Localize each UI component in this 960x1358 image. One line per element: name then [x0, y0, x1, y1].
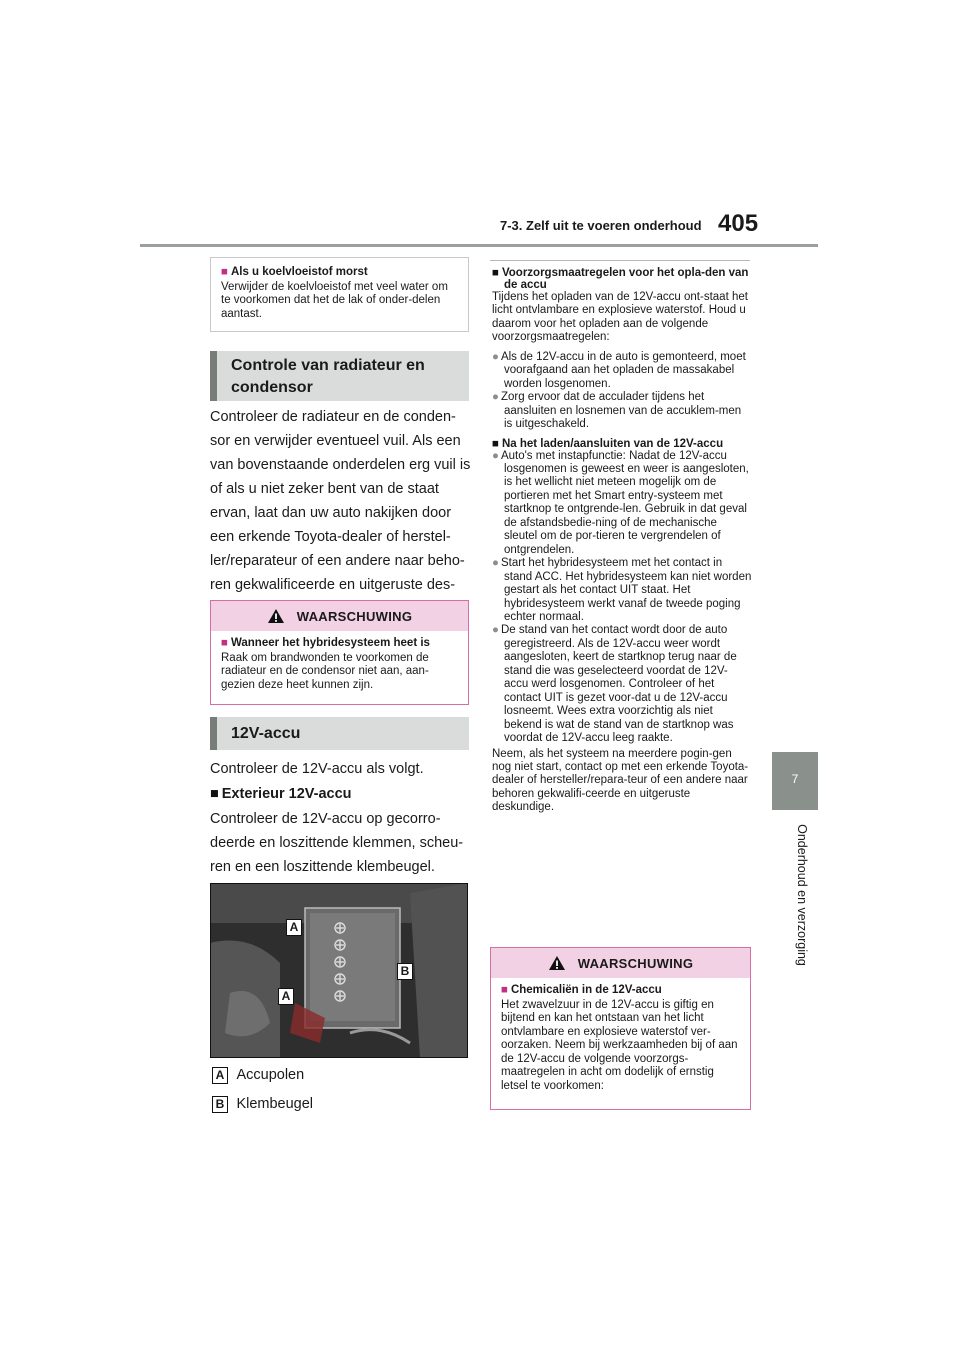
right-column-rule [490, 260, 750, 261]
dot-bullet-icon: ● [492, 449, 499, 462]
coolant-note-title: Als u koelvloeistof morst [230, 266, 368, 278]
chapter-title: Onderhoud en verzorging [795, 824, 809, 966]
warning-triangle-icon [267, 608, 285, 624]
legend-item-a: A Accupolen [212, 1066, 304, 1084]
square-bullet-icon: ■ [492, 267, 499, 279]
after-charging-title: Na het laden/aansluiten van de 12V-accu [501, 437, 724, 450]
battery-intro: Controleer de 12V-accu als volgt. [210, 761, 424, 777]
radiator-paragraph: Controleer de radiateur en de conden-sor en verwijder eventueel vuil. Als een van bovenstaande onderdelen erg vuil is of als u niet zeker bent van de staat ervan, laat dan uw auto nakijken door een erkende Toyota-dealer of herstel-ler/reparateur of een andere naar beho-ren gekwalificeerde en uitgeruste des- [210, 409, 471, 594]
dot-bullet-icon: ● [492, 557, 499, 570]
list-item: ● De stand van het contact wordt door de auto geregistreerd. Als de 12V-accu weer wordt aangesloten, keert de startknop terug naar de stand die was geselecteerd voordat de 12V-accu werd losgenomen. Controleer of het contact UIT is gezet voor-dat u de 12V-accu losneemt. Wees extra voorzichtig als niet bekend is wat de stand van de startknop was voordat de 12V-accu leeg raakte. [492, 624, 737, 745]
warning-title: Chemicaliën in de 12V-accu [510, 984, 662, 996]
warning-box-hybrid [210, 600, 469, 705]
list-item: ● Zorg ervoor dat de acculader tijdens het aansluiten en losnemen van de accuklem-men is uitgeschakeld. [492, 391, 742, 431]
section-title: 7-3. Zelf uit te voeren onderhoud [500, 218, 702, 233]
warning-triangle-icon [548, 955, 566, 971]
list-item: ● Start het hybridesysteem met het contact in stand ACC. Het hybridesysteem kan niet worden gestart als het contact UIT staat. Het hybridesysteem werkt vanaf de tweede poging echter normaal. [492, 557, 752, 623]
warning-title: Wanneer het hybridesysteem heet is [230, 637, 430, 649]
radiator-section-heading: Controle van radiateur en condensor [210, 351, 469, 401]
page-number: 405 [718, 210, 759, 237]
battery-paragraph: Controleer de 12V-accu op gecorro-deerde en loszittende klemmen, scheu-ren en een loszittende klembeugel. [210, 811, 464, 876]
warning-body: Raak om brandwonden te voorkomen de radiateur en de condensor niet aan, aan-gezien deze heet kunnen zijn. [221, 652, 429, 691]
engine-bay-illustration [210, 883, 468, 1058]
callout-a-upper: A [286, 919, 302, 936]
charging-precautions [492, 267, 752, 815]
dot-bullet-icon: ● [492, 624, 499, 637]
battery-photo [210, 883, 468, 1058]
warning-header: WAARSCHUWING [211, 601, 468, 631]
charging-title: Voorzorgsmaatregelen voor het opla-den van de accu [501, 267, 749, 291]
warning-body: Het zwavelzuur in de 12V-accu is giftig en bijtend en kan het ontstaan van het licht ontvlambare en explosieve waterstof ver-oorzaken. Neem bij werkzaamheden bij of aan de 12V-accu de volgende voorzorgs-maatregelen in acht om dodelijk of ernstig letsel te voorkomen: [501, 999, 738, 1092]
charging-intro: Tijdens het opladen van de 12V-accu ont-staat het licht ontvlambare en explosieve waterstof. Houd u daarom voor het opladen aan de volgende voorzorgsmaatregelen: [492, 291, 748, 344]
battery-section-heading: 12V-accu [210, 717, 469, 750]
square-bullet-icon: ■ [221, 266, 228, 278]
square-bullet-icon: ■ [501, 984, 508, 996]
header-divider [140, 244, 818, 247]
coolant-note-box [210, 257, 469, 332]
dot-bullet-icon: ● [492, 391, 499, 404]
warning-header: WAARSCHUWING [491, 948, 750, 978]
square-bullet-icon: ■ [221, 637, 228, 649]
list-item: ● Als de 12V-accu in de auto is gemonteerd, moet voorafgaand aan het opladen de massakabel worden losgenomen. [492, 350, 746, 390]
coolant-note-body: Verwijder de koelvloeistof met veel water om te voorkomen dat het de lak of onder-delen aantast. [221, 281, 448, 320]
battery-subheading: ■ Exterieur 12V-accu [210, 786, 352, 802]
square-bullet-icon: ■ [492, 437, 499, 450]
dot-bullet-icon: ● [492, 350, 499, 363]
warning-box-chemicals [490, 947, 751, 1110]
after-charging-closing: Neem, als het systeem na meerdere pogin-gen nog niet start, contact op met een erkende Toyota-dealer of hersteller/repara-teur of een andere naar behoren gekwalifi-ceerde en uitgeruste deskundige. [492, 747, 749, 814]
list-item: ● Auto's met instapfunctie: Nadat de 12V-accu losgenomen is geweest en weer is aangesloten, is het wellicht niet meteen mogelijk om de portieren met het Smart entry-systeem met startknop te ontgrende-len. Gebruik in dat geval de afstandsbedie-ning of de mechanische sleutel om de por-tieren te vergrendelen of ontgrendelen. [492, 449, 749, 556]
callout-a-lower: A [278, 988, 294, 1005]
chapter-number: 7 [791, 772, 799, 786]
square-bullet-icon: ■ [210, 786, 219, 802]
legend-item-b: B Klembeugel [212, 1095, 313, 1113]
callout-b: B [397, 963, 413, 980]
